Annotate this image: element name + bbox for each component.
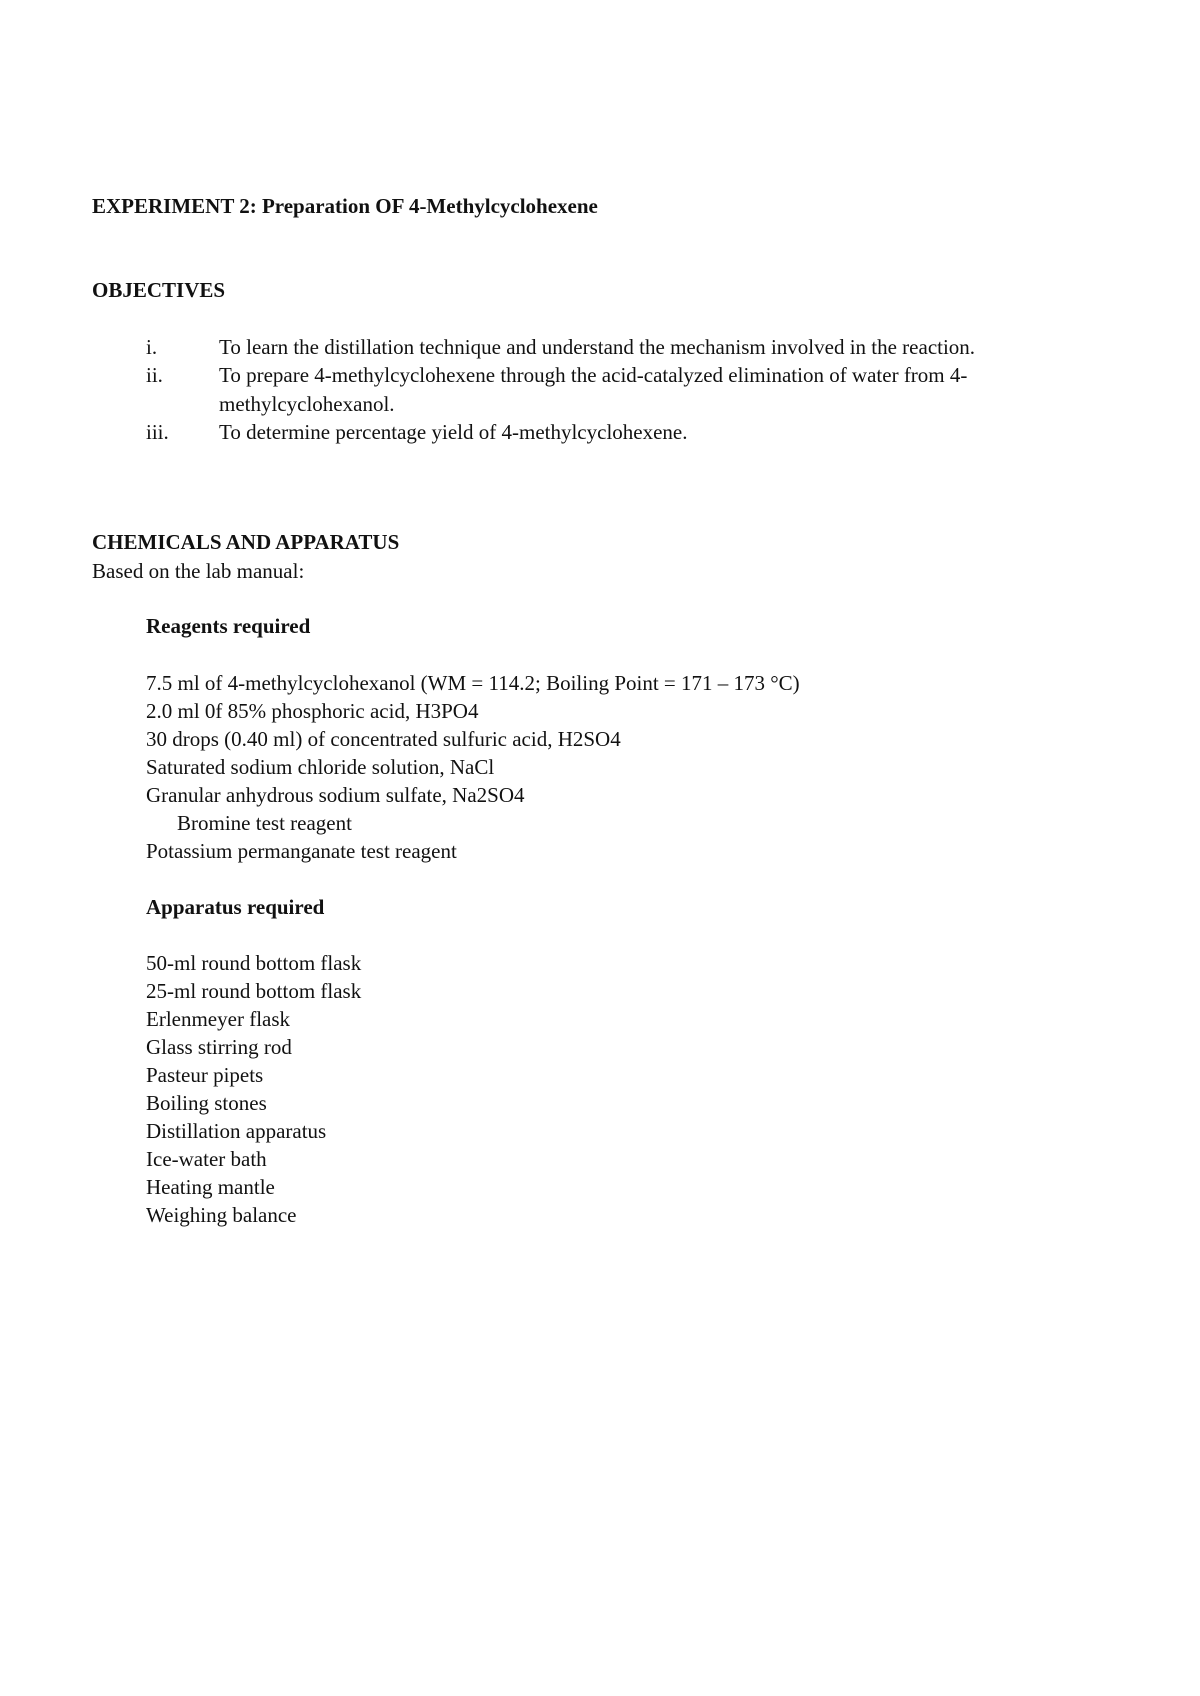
chemicals-intro: Based on the lab manual: (92, 559, 305, 583)
objectives-heading: OBJECTIVES (92, 278, 226, 302)
reagent-item: 7.5 ml of 4-methylcyclohexanol (WM = 114.2; Boiling Point = 171 – 173 °C) (146, 671, 800, 695)
reagent-item: Granular anhydrous sodium sulfate, Na2SO4 (146, 783, 525, 807)
apparatus-item: Weighing balance (146, 1203, 297, 1227)
objective-text: To prepare 4-methylcyclohexene through the acid-catalyzed elimination of water from 4- (219, 363, 968, 387)
apparatus-item: 50-ml round bottom flask (146, 951, 362, 975)
reagents-heading: Reagents required (146, 614, 311, 638)
chemicals-apparatus-heading: CHEMICALS AND APPARATUS (92, 530, 400, 554)
objective-text-continued: methylcyclohexanol. (219, 392, 395, 416)
apparatus-item: Ice-water bath (146, 1147, 267, 1171)
apparatus-item: Heating mantle (146, 1175, 275, 1199)
apparatus-item: Boiling stones (146, 1091, 267, 1115)
objective-number: iii. (146, 420, 169, 444)
objective-text: To determine percentage yield of 4-methylcyclohexene. (219, 420, 688, 444)
reagent-item: Potassium permanganate test reagent (146, 839, 457, 863)
apparatus-heading: Apparatus required (146, 895, 325, 919)
apparatus-item: 25-ml round bottom flask (146, 979, 362, 1003)
apparatus-item: Pasteur pipets (146, 1063, 264, 1087)
reagent-item: 2.0 ml 0f 85% phosphoric acid, H3PO4 (146, 699, 479, 723)
reagent-item: Saturated sodium chloride solution, NaCl (146, 755, 495, 779)
apparatus-item: Glass stirring rod (146, 1035, 292, 1059)
document-title: EXPERIMENT 2: Preparation OF 4-Methylcyclohexene (92, 194, 598, 218)
apparatus-item: Distillation apparatus (146, 1119, 327, 1143)
reagent-item: Bromine test reagent (177, 811, 352, 835)
apparatus-item: Erlenmeyer flask (146, 1007, 291, 1031)
objective-number: ii. (146, 363, 163, 387)
objective-text: To learn the distillation technique and understand the mechanism involved in the reaction. (219, 335, 976, 359)
objective-number: i. (146, 335, 158, 359)
reagent-item: 30 drops (0.40 ml) of concentrated sulfuric acid, H2SO4 (146, 727, 621, 751)
